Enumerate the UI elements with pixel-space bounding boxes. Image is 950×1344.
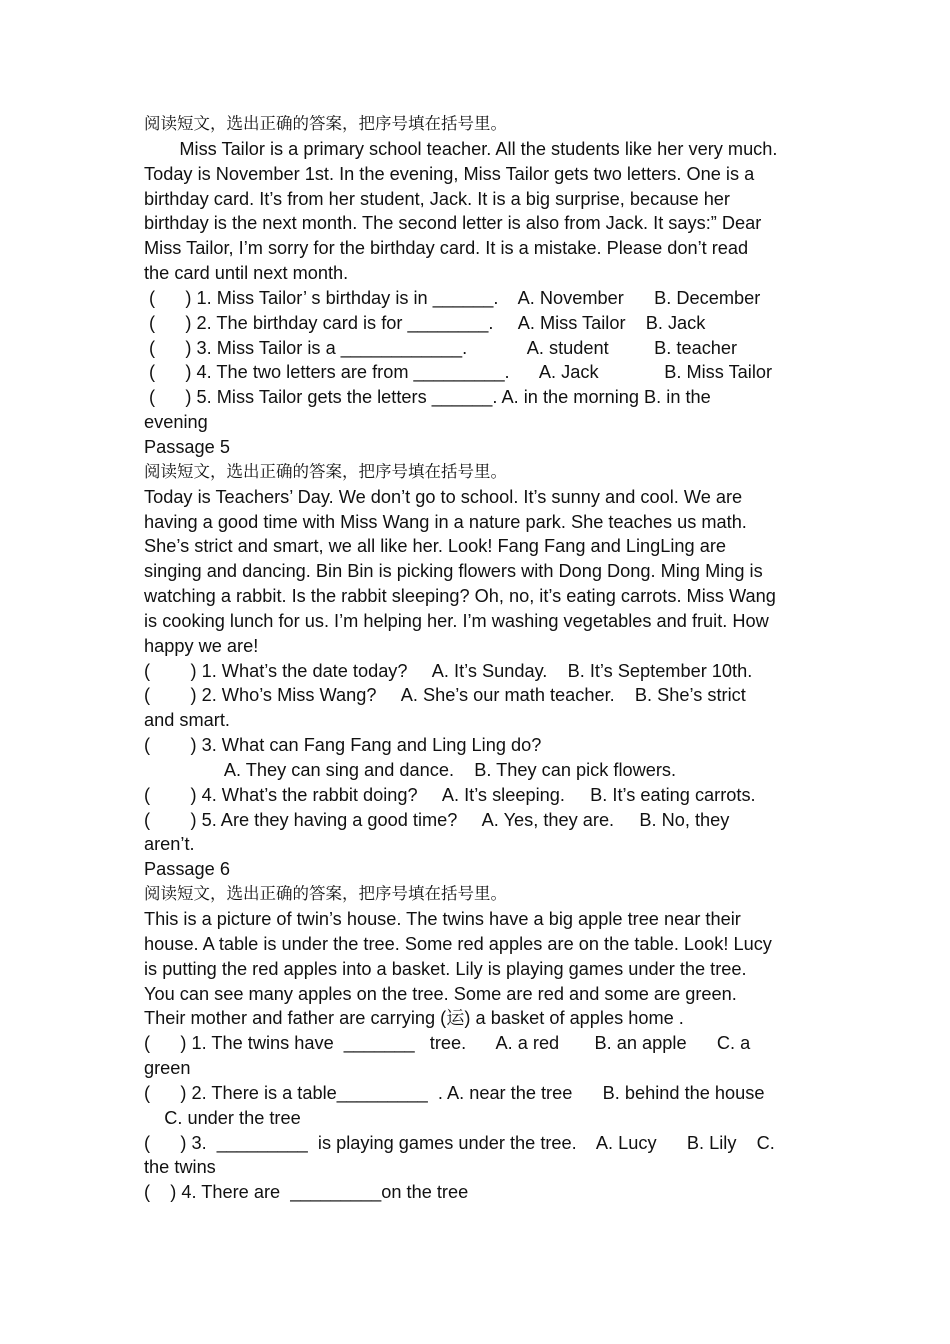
question-line: ( ) 1. The twins have _______ tree. A. a red B. an apple C. a — [144, 1033, 751, 1054]
text-line: green — [144, 1058, 191, 1079]
instruction-line: 阅读短文，选出正确的答案，把序号填在括号里。 — [144, 461, 507, 481]
text-line: the twins — [144, 1157, 216, 1178]
question-line: ( ) 4. The two letters are from _________. A. Jack B. Miss Tailor — [144, 362, 773, 383]
text-line: She’s strict and smart, we all like her. Look! Fang Fang and LingLing are — [144, 536, 726, 557]
instruction-line: 阅读短文，选出正确的答案，把序号填在括号里。 — [144, 884, 507, 904]
passage-heading: Passage 5 — [144, 436, 230, 457]
question-line: ( ) 3. What can Fang Fang and Ling Ling do? — [144, 735, 542, 756]
text-line: Miss Tailor, I’m sorry for the birthday card. It is a mistake. Please don’t read — [144, 238, 749, 259]
text-line: You can see many apples on the tree. Some are red and some are green. — [144, 983, 737, 1004]
passage-heading: Passage 6 — [144, 859, 230, 880]
question-line: ( ) 4. There are _________on the tree — [144, 1182, 469, 1203]
instruction-line: 阅读短文，选出正确的答案，把序号填在括号里。 — [144, 114, 507, 133]
question-line: ( ) 1. Miss Tailor’ s birthday is in ______. A. November B. December — [144, 287, 761, 308]
text-line: Today is November 1st. In the evening, Miss Tailor gets two letters. One is a — [144, 163, 755, 184]
question-line: ( ) 2. There is a table_________ . A. near the tree B. behind the house — [144, 1082, 765, 1103]
text-line: singing and dancing. Bin Bin is picking flowers with Dong Dong. Ming Ming is — [144, 561, 763, 582]
text-line: is cooking lunch for us. I’m helping her. I’m washing vegetables and fruit. How — [144, 610, 769, 631]
document-page — [144, 112, 824, 1205]
text-line: and smart. — [144, 710, 230, 731]
question-line: C. under the tree — [144, 1107, 301, 1128]
question-line: ( ) 2. Who’s Miss Wang? A. She’s our math teacher. B. She’s strict — [144, 685, 746, 706]
question-line: ( ) 3. _________ is playing games under the tree. A. Lucy B. Lily C. — [144, 1132, 775, 1153]
question-line: ( ) 3. Miss Tailor is a ____________. A. student B. teacher — [144, 337, 738, 358]
text-line: is putting the red apples into a basket. Lily is playing games under the tree. — [144, 958, 747, 979]
question-line: ( ) 5. Miss Tailor gets the letters ______. A. in the morning B. in the — [144, 387, 711, 408]
text-line: birthday card. It’s from her student, Jack. It is a big surprise, because her — [144, 188, 730, 209]
question-line: ( ) 2. The birthday card is for ________. A. Miss Tailor B. Jack — [144, 312, 706, 333]
question-line: ( ) 1. What’s the date today? A. It’s Sunday. B. It’s September 10th. — [144, 660, 753, 681]
text-line: the card until next month. — [144, 263, 349, 284]
text-line: Today is Teachers’ Day. We don’t go to school. It’s sunny and cool. We are — [144, 486, 743, 507]
text-line: watching a rabbit. Is the rabbit sleeping? Oh, no, it’s eating carrots. Miss Wang — [144, 586, 776, 607]
question-line: A. They can sing and dance. B. They can pick flowers. — [144, 759, 677, 780]
question-line: ( ) 4. What’s the rabbit doing? A. It’s sleeping. B. It’s eating carrots. — [144, 784, 756, 805]
text-line: evening — [144, 412, 208, 433]
question-line: ( ) 5. Are they having a good time? A. Yes, they are. B. No, they — [144, 809, 730, 830]
text-line: aren’t. — [144, 834, 195, 855]
text-line: house. A table is under the tree. Some red apples are on the table. Look! Lucy — [144, 933, 772, 954]
text-line: birthday is the next month. The second letter is also from Jack. It says:” Dear — [144, 213, 762, 234]
text-line: happy we are! — [144, 635, 259, 656]
text-line: Miss Tailor is a primary school teacher. All the students like her very much. — [144, 138, 778, 159]
text-line: Their mother and father are carrying (运) a basket of apples home . — [144, 1008, 684, 1029]
text-line: having a good time with Miss Wang in a nature park. She teaches us math. — [144, 511, 747, 532]
text-line: This is a picture of twin’s house. The twins have a big apple tree near their — [144, 909, 741, 929]
